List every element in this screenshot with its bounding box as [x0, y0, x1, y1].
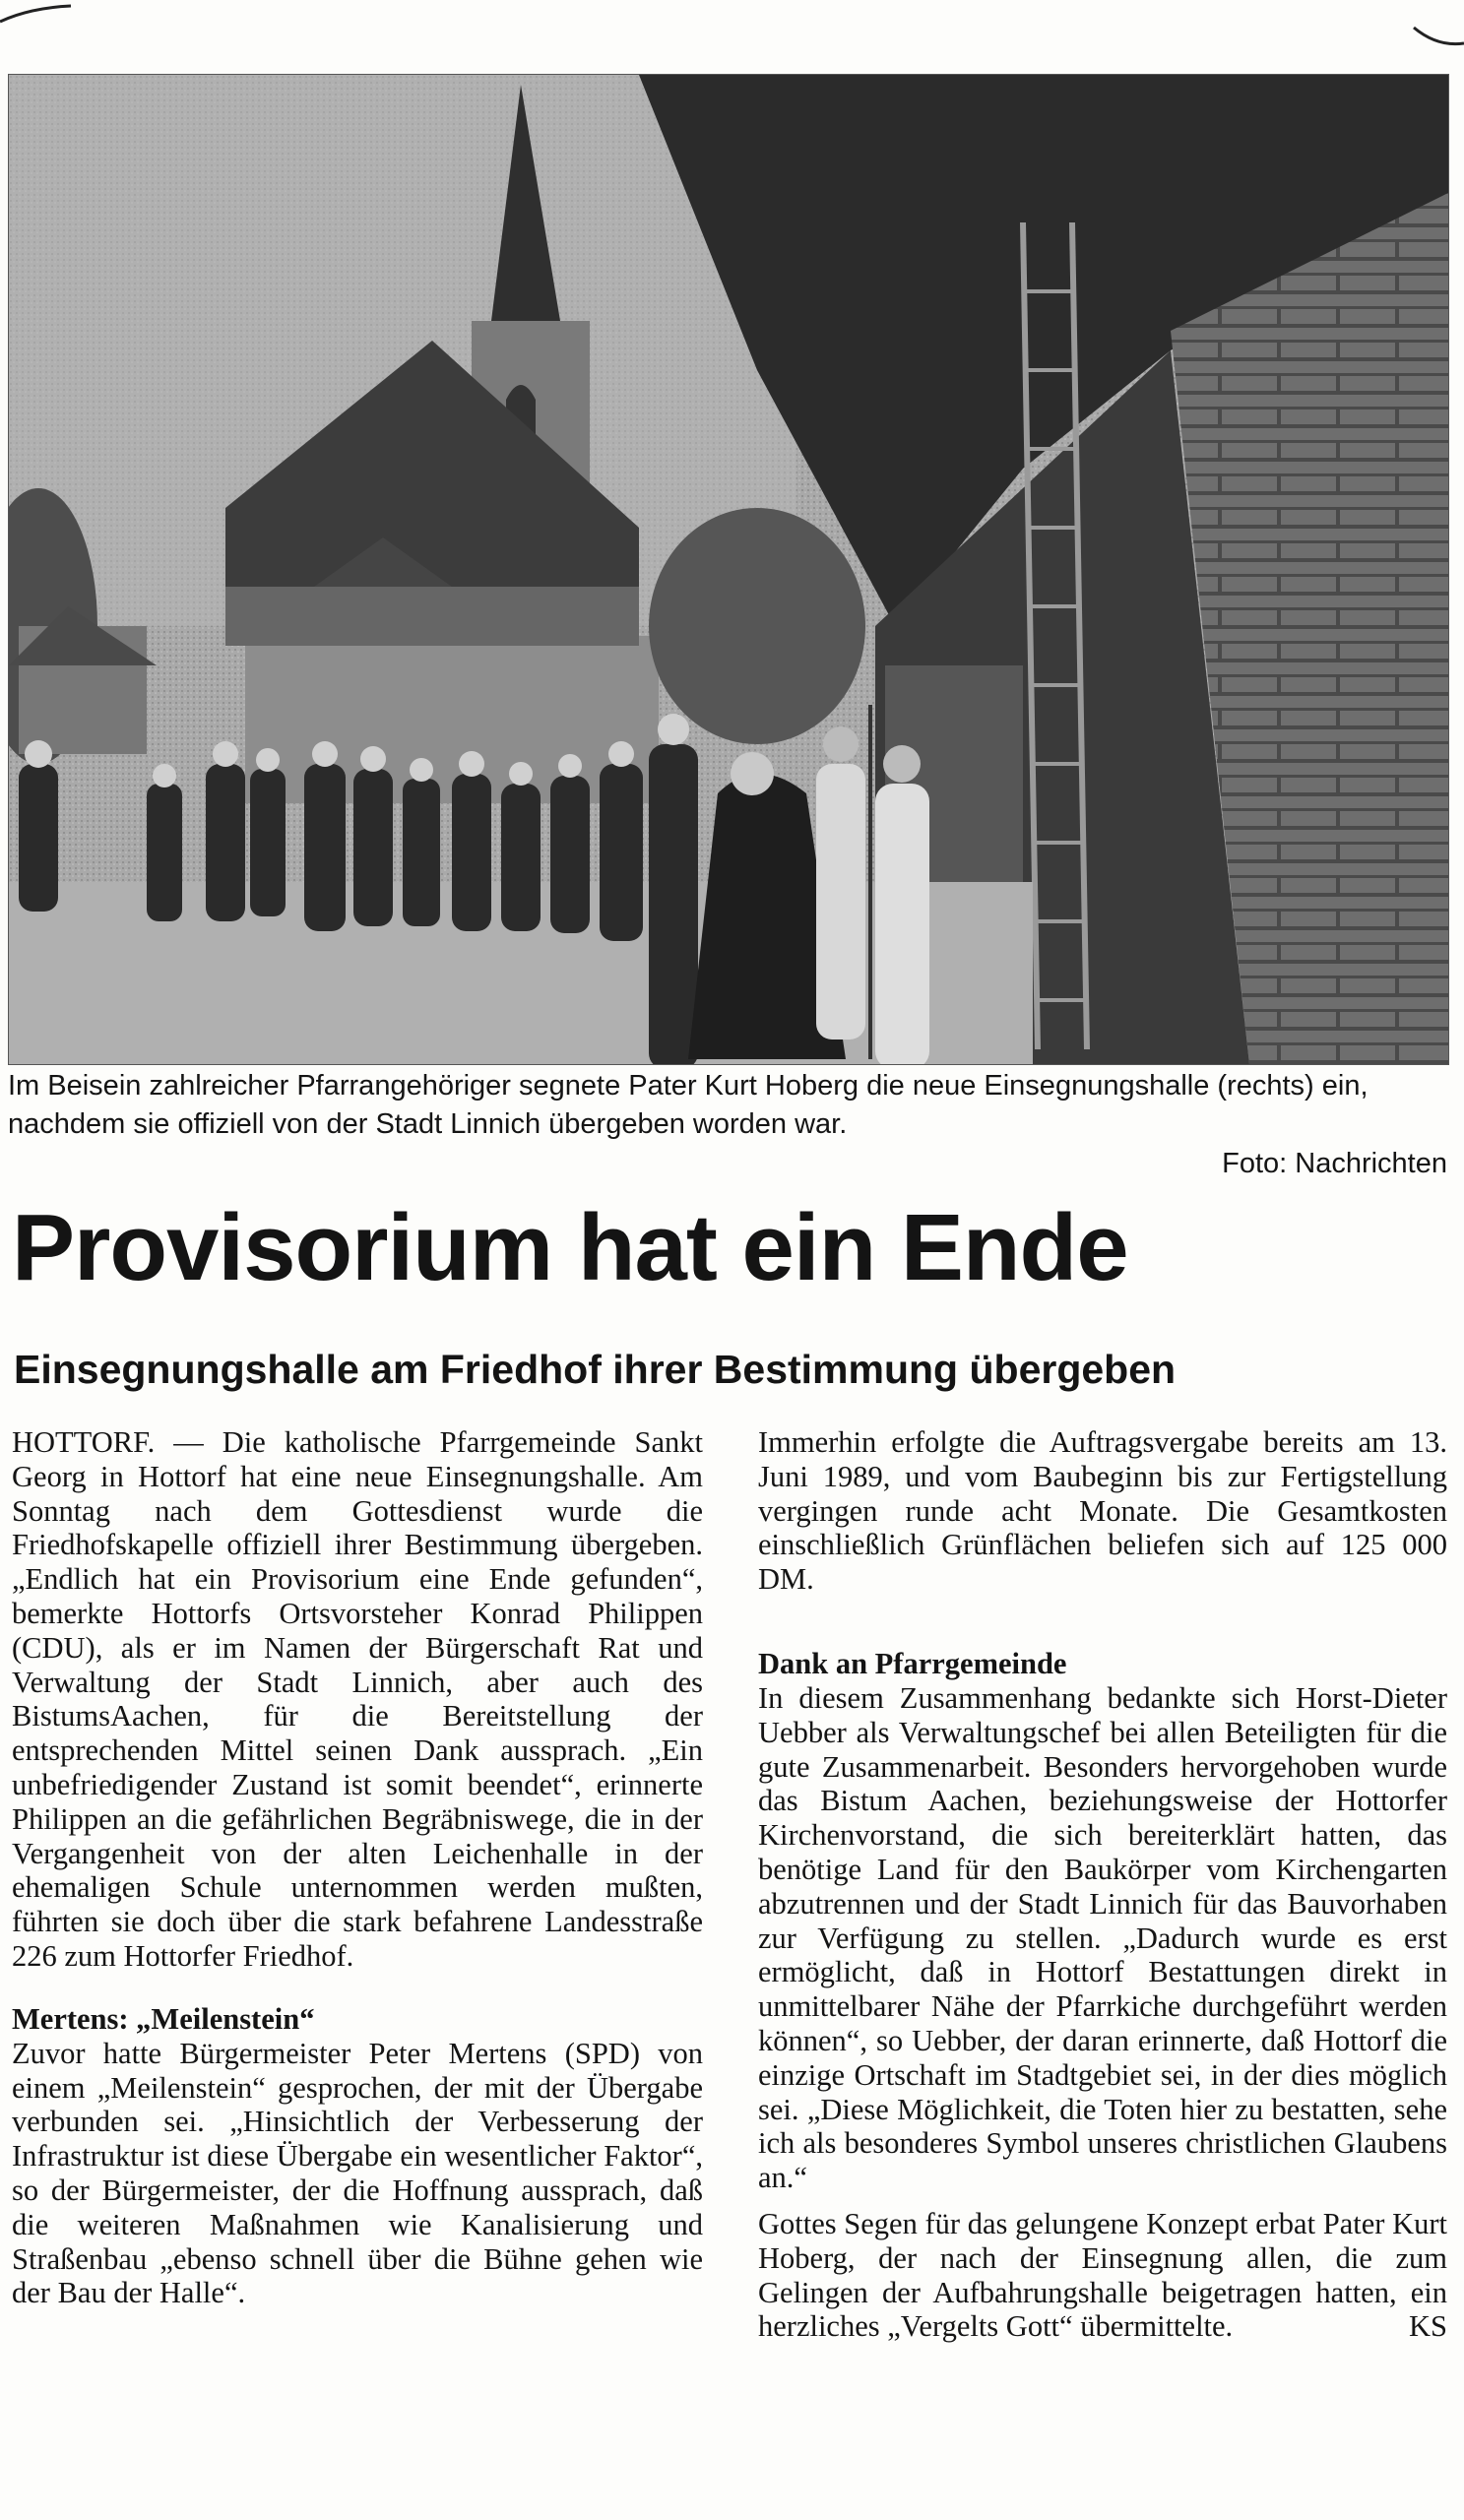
photo-caption [8, 1067, 1447, 1183]
scan-corner-mark-left [0, 0, 89, 39]
right-subheading: Dank an Pfarrgemeinde [758, 1646, 1067, 1680]
author-signature: KS [1409, 2309, 1447, 2344]
article-column-right [758, 1425, 1447, 2344]
article-subheadline: Einsegnungshalle am Friedhof ihrer Bestimmung übergeben [14, 1347, 1177, 1392]
article-headline: Provisorium hat ein Ende [12, 1195, 1128, 1300]
left-paragraph-1 [12, 1425, 703, 1974]
left-paragraph-2: Zuvor hatte Bürgermeister Peter Mertens (SPD) von einem „Meilenstein“ gesprochen, der mit der Übergabe verbunden sei. „Hinsichtlich der Verbesserung der Infrastruktur ist diese Übergabe ein wesentlicher Faktor“, so der Bürgermeister, der die Hoffnung aussprach, daß die weiteren Maßnahmen wie Kanalisierung und Straßenbau „ebenso schnell über die Bühne gehen wie der Bau der Halle“. [12, 2036, 703, 2310]
right-paragraph-3-text: Gottes Segen für das gelungene Konzept erbat Pater Kurt Hoberg, der nach der Einsegnung allen, die zum Gelingen der Aufbahrungshalle beigetragen hatten, ein herzliches „Vergelts Gott“ übermittelte. [758, 2206, 1447, 2344]
right-paragraph-3 [758, 2207, 1447, 2344]
left-intro-text: Die katholische Pfarrgemeinde Sankt Georg in Hottorf hat eine neue Einsegnungshalle. Am Sonntag nach dem Gottesdienst wurde die Friedhofskapelle offiziell ihrer Bestimmung übergeben. „Endlich hat ein Provisorium eine Ende gefunden“, bemerkte Hottorfs Ortsvorsteher Konrad Philippen (CDU), als er im Namen der Bürgerschaft Rat und Verwaltung der Stadt Linnich, aber auch des BistumsAachen, für die Bereitstellung der entsprechenden Mittel seinen Dank aussprach. „Ein unbefriedigender Zustand ist somit beendet“, erinnerte Philippen an die gefährlichen Begräbniswege, die in der Vergangenheit von der alten Leichenhalle in der ehemaligen Schule unternommen werden mußten, führten sie doch über die stark befahrene Landesstraße 226 zum Hottorfer Friedhof. [12, 1425, 703, 1973]
scan-corner-mark-right [1408, 0, 1464, 59]
caption-text: Im Beisein zahlreicher Pfarrangehöriger segnete Pater Kurt Hoberg die neue Einsegnungshalle (rechts) ein, nachdem sie offiziell von der Stadt Linnich übergeben worden war. [8, 1070, 1369, 1141]
photo-illustration [9, 75, 1448, 1064]
photo-credit: Foto: Nachrichten [1222, 1147, 1447, 1179]
right-paragraph-1: Immerhin erfolgte die Auftragsvergabe bereits am 13. Juni 1989, und vom Baubeginn bis zur Fertigstellung vergingen runde acht Monate. Die Gesamtkosten einschließlich Grünflächen beliefen sich auf 125 000 DM. [758, 1425, 1447, 1597]
dateline: HOTTORF. — [12, 1425, 204, 1459]
article-photo [8, 74, 1449, 1065]
right-paragraph-2: In diesem Zusammenhang bedankte sich Horst-Dieter Uebber als Verwaltungschef bei allen Beteiligten für die gute Zusammenarbeit. Besonders hervorgehoben wurde das Bistum Aachen, beziehungsweise der Hottorfer Kirchenvorstand, die sich bereiterklärt hatten, das benötige Land für den Baukörper vom Kirchengarten abzutrennen und der Stadt Linnich für das Bauvorhaben zur Verfügung zu stellen. „Dadurch wurde es erst ermöglicht, daß in Hottorf Bestattungen direkt in unmittelbarer Nähe der Pfarrkiche durchgeführt werden können“, so Uebber, der daran erinnerte, daß Hottorf die einzige Ortschaft im Stadtgebiet sei, in der dies möglich sei. „Diese Möglichkeit, die Toten hier zu bestatten, sehe ich als besonderes Symbol unseres christlichen Glaubens an.“ [758, 1680, 1447, 2195]
left-subheading: Mertens: „Meilenstein“ [12, 2001, 315, 2036]
article-column-left [12, 1425, 703, 2310]
